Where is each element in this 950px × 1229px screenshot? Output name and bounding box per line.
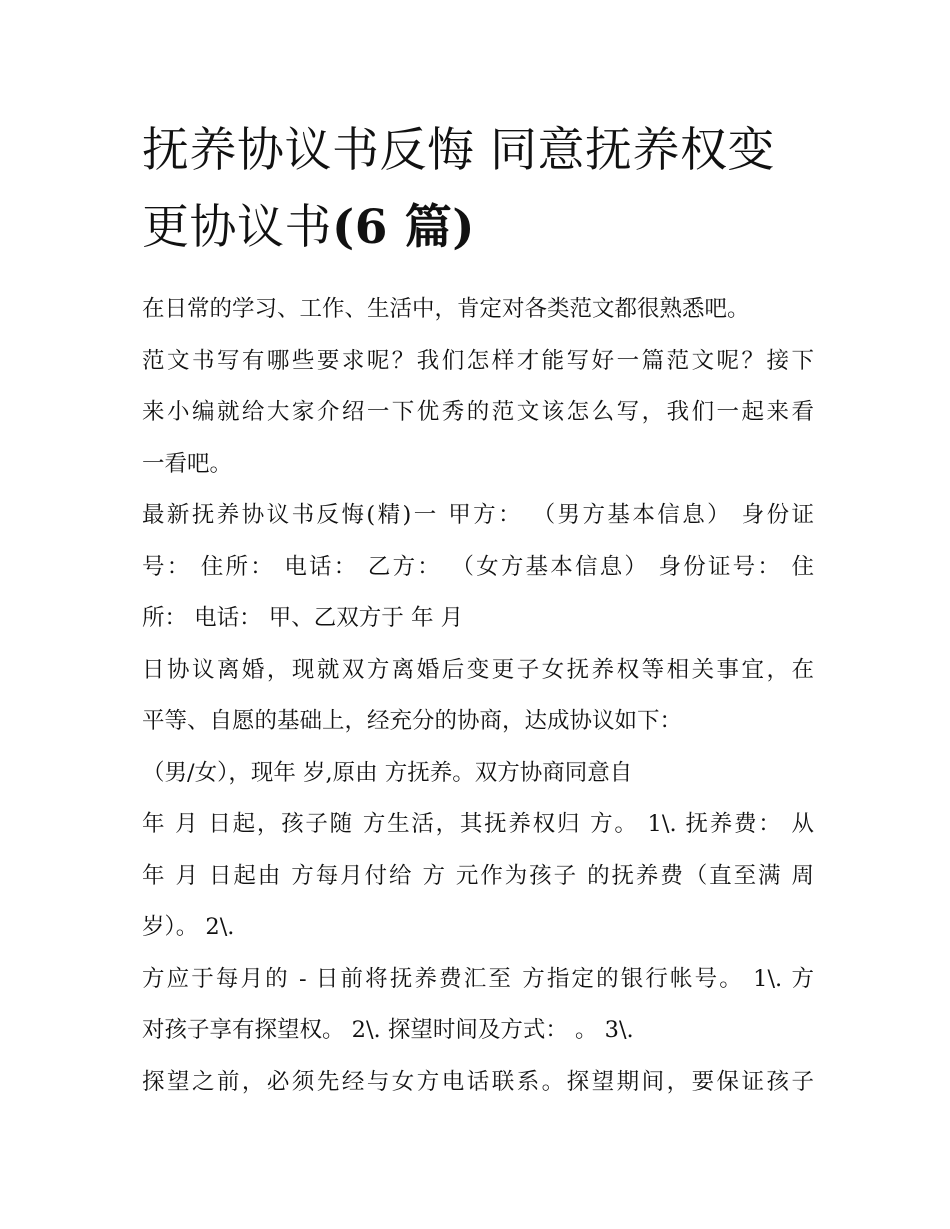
- body-line: 在日常的学习、工作、生活中，肯定对各类范文都很熟悉吧。: [142, 296, 750, 322]
- title-line-2: [142, 189, 814, 266]
- body-line: 方应于每月的 - 日前将抚养费汇至 方指定的银行帐号。 1\. 方: [142, 965, 814, 992]
- body-line: 年 月 日起由 方每月付给 方 元作为孩子 的抚养费（直至满 周: [142, 862, 814, 889]
- body-line: 对孩子享有探望权。 2\. 探望时间及方式： 。 3\.: [142, 1017, 634, 1043]
- body-line: 探望之前，必须先经与女方电话联系。探望期间，要保证孩子: [142, 1068, 814, 1095]
- body-line: 岁）。 2\.: [142, 914, 235, 940]
- title-count: (6 篇): [332, 200, 476, 255]
- document-title: [142, 112, 814, 266]
- body-line: 来小编就给大家介绍一下优秀的范文该怎么写，我们一起来看: [142, 399, 814, 425]
- body-line: 年 月 日起，孩子随 方生活，其抚养权归 方。 1\. 抚养费： 从: [142, 811, 814, 837]
- body-line: 一看吧。: [142, 450, 233, 477]
- body-line: （男/女），现年 岁,原由 方抚养。双方协商同意自: [142, 759, 633, 786]
- document-content: [142, 112, 814, 1108]
- body-line: 范文书写有哪些要求呢？我们怎样才能写好一篇范文呢？接下: [142, 347, 814, 374]
- title-line-1: 抚养协议书反悔 同意抚养权变: [142, 123, 775, 178]
- title-line-2-text: 更协议书: [142, 200, 332, 255]
- document-body: [142, 284, 814, 1108]
- body-line: 最新抚养协议书反悔(精)一 甲方： （男方基本信息） 身份证: [142, 502, 814, 528]
- body-line: 所： 电话： 甲、乙双方于 年 月: [142, 605, 464, 631]
- body-line: 日协议离婚，现就双方离婚后变更子女抚养权等相关事宜，在: [142, 656, 814, 683]
- body-line: 平等、自愿的基础上，经充分的协商，达成协议如下：: [142, 708, 683, 734]
- body-line: 号： 住所： 电话： 乙方： （女方基本信息） 身份证号： 住: [142, 553, 814, 580]
